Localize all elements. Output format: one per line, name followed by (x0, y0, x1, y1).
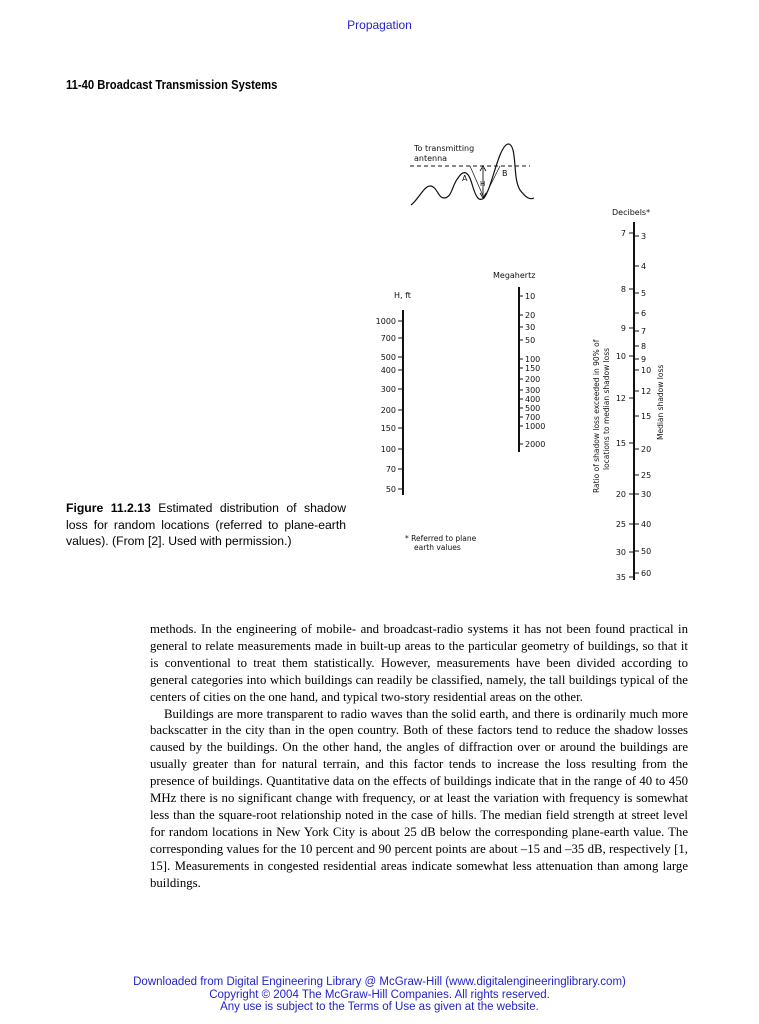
mhz-scale-label: 400 (525, 395, 541, 404)
median-scale-label: 40 (641, 520, 652, 529)
mhz-scale-label: 20 (525, 311, 536, 320)
h-scale-label: 500 (380, 353, 396, 362)
footer (0, 976, 759, 1014)
figure-caption (66, 500, 346, 550)
mhz-scale-label: 2000 (525, 440, 546, 449)
median-loss-label: Median shadow loss (656, 364, 665, 440)
median-scale-label: 30 (641, 490, 652, 499)
ratio-scale-label: 35 (615, 573, 626, 582)
h-scale-label: 50 (385, 485, 396, 494)
median-scale-label: 20 (641, 445, 652, 454)
mhz-scale-label: 30 (525, 323, 536, 332)
mhz-scale-label: 200 (525, 375, 541, 384)
paragraph-1: methods. In the engineering of mobile- and broadcast-radio systems it has not been found practical in general to relate measurements made in built-up areas to the particular geometry of buildings, so that it is conventional to treat them statistically. However, measurements have been divided according to general categories into which buildings can readily be classified, namely, the tall buildings typical of the centers of cities on the one hand, and typical two-story residential areas on the other. (150, 622, 688, 704)
inset-label-b: B (502, 169, 508, 178)
section-title: 11-40 Broadcast Transmission Systems (66, 78, 278, 92)
ratio-label-line1: Ratio of shadow loss exceeded in 90% of (592, 339, 601, 493)
ratio-scale-label: 10 (615, 352, 626, 361)
mhz-scale-label: 100 (525, 355, 541, 364)
figure-caption-label: Figure 11.2.13 (66, 501, 151, 515)
footer-terms-link[interactable]: Any use is subject to the Terms of Use as given at the website. (220, 1001, 539, 1013)
median-scale-label: 5 (641, 289, 647, 298)
paragraph-2: Buildings are more transparent to radio waves than the solid earth, and there is ordinarily much more backscatter in the city than in the open country. Both of these factors tend to reduce the shadow losses caused by the buildings. On the other hand, the angles of diffraction over or around the buildings are usually greater than for natural terrain, and this factor tends to increase the loss resulting from the presence of buildings. Quantitative data on the effects of buildings indicate that in the range of 40 to 450 MHz there is no significant change with frequency, or at least the variation with frequency is somewhat less than the square-root relationship noted in the case of hills. The median field strength at street level for random locations in New York City is about 25 dB below the corresponding plane-earth value. The corresponding values for the 10 percent and 90 percent points are about –15 and –35 dB, respectively [1, 15]. Measurements in congested residential areas indicate somewhat less attenuation than among large buildings. (150, 706, 688, 890)
mhz-scale-label: 700 (525, 413, 541, 422)
inset-label-h: H (480, 180, 486, 188)
running-title-link[interactable]: Propagation (347, 18, 412, 32)
terrain-inset (410, 144, 534, 205)
decibels-title: Decibels* (612, 208, 651, 217)
median-scale-label: 6 (641, 309, 647, 318)
mhz-scale-label: 50 (525, 336, 536, 345)
h-scale-label: 100 (380, 445, 396, 454)
h-scale-ticks (376, 317, 403, 494)
ratio-scale-label: 7 (620, 229, 626, 238)
h-scale-label: 150 (380, 424, 396, 433)
inset-label-line2: antenna (414, 154, 448, 163)
median-scale-label: 12 (641, 387, 652, 396)
angle-line-b (484, 166, 500, 198)
body-text (150, 621, 688, 892)
ratio-scale-label: 25 (615, 520, 626, 529)
median-scale-label: 15 (641, 412, 652, 421)
ratio-scale-label: 20 (615, 490, 626, 499)
ratio-label-line2: locations to median shadow loss (602, 347, 611, 470)
mhz-scale-label: 500 (525, 404, 541, 413)
ratio-scale-label: 15 (615, 439, 626, 448)
median-scale-label: 4 (641, 262, 647, 271)
ratio-scale-label: 12 (615, 394, 626, 403)
h-scale-label: 1000 (375, 317, 396, 326)
h-scale-label: 300 (380, 385, 396, 394)
h-scale-label: 700 (380, 334, 396, 343)
figure-caption-text: Estimated distribution of shadow loss for random locations (referred to plane-earth values). (From [2]. Used with permission.) (66, 501, 347, 548)
h-scale-label: 400 (380, 366, 396, 375)
median-scale-label: 25 (641, 471, 652, 480)
mhz-scale-label: 150 (525, 364, 541, 373)
mhz-axis-title: Megahertz (493, 271, 536, 280)
h-scale-label: 200 (380, 406, 396, 415)
mhz-scale-label: 1000 (525, 422, 546, 431)
h-scale-label: 70 (385, 465, 396, 474)
median-scale-ticks (634, 232, 651, 578)
ratio-scale-ticks (616, 229, 634, 582)
ratio-scale-label: 9 (620, 324, 626, 333)
footer-copyright-link[interactable]: Copyright © 2004 The McGraw-Hill Companies. All rights reserved. (209, 988, 550, 1001)
median-scale-label: 8 (641, 342, 647, 351)
median-scale-label: 10 (641, 366, 652, 375)
median-scale-label: 50 (641, 547, 652, 556)
h-axis-title: H, ft (394, 291, 411, 300)
inset-label-line1: To transmitting (414, 144, 475, 153)
footer-download-link[interactable]: Downloaded from Digital Engineering Library @ McGraw-Hill (www.digitalengineeringlibrary.com) (133, 976, 626, 988)
median-scale-label: 60 (641, 569, 652, 578)
median-scale-label: 9 (641, 355, 647, 364)
median-scale-label: 7 (641, 327, 647, 336)
mhz-scale-ticks (519, 292, 545, 449)
footnote-line1: * Referred to plane (405, 534, 477, 543)
ratio-scale-label: 30 (615, 548, 626, 557)
footnote-line2: earth values (414, 543, 461, 552)
mhz-scale-label: 300 (525, 386, 541, 395)
mhz-scale-label: 10 (525, 292, 536, 301)
inset-label-a: A (462, 174, 468, 183)
ratio-scale-label: 8 (620, 285, 626, 294)
median-scale-label: 3 (641, 232, 647, 241)
